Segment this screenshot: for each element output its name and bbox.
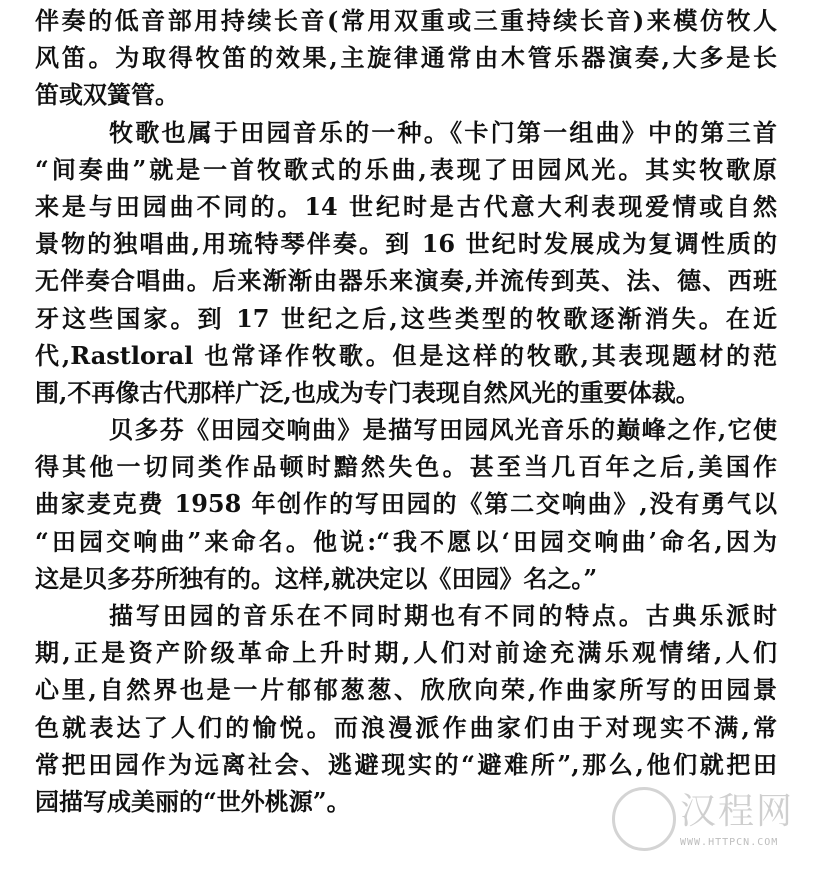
paragraph bbox=[35, 411, 777, 597]
watermark-url: WWW.HTTPCN.COM bbox=[680, 837, 779, 848]
watermark-name: 汉程网 bbox=[680, 791, 795, 832]
text-line: 牙这些国家。到 17 世纪之后,这些类型的牧歌逐渐消失。在近 bbox=[35, 303, 777, 333]
text-line: 景物的独唱曲,用琉特琴伴奏。到 16 世纪时发展成为复调性质的 bbox=[35, 229, 777, 259]
text-line: 心里,自然界也是一片郁郁葱葱、欣欣向荣,作曲家所写的田园景 bbox=[35, 675, 777, 705]
paragraph bbox=[35, 2, 777, 114]
watermark-logo-icon bbox=[612, 787, 676, 851]
text-line: 曲家麦克费 1958 年创作的写田园的《第二交响曲》,没有勇气以 bbox=[35, 489, 777, 519]
text-line: 围,不再像古代那样广泛,也成为专门表现自然风光的重要体裁。 bbox=[35, 377, 700, 407]
text-line: 园描写成美丽的“世外桃源”。 bbox=[35, 786, 351, 816]
document-page bbox=[35, 2, 777, 820]
text-line: 风笛。为取得牧笛的效果,主旋律通常由木管乐器演奏,大多是长 bbox=[35, 43, 777, 73]
text-line: 贝多芬《田园交响曲》是描写田园风光音乐的巅峰之作,它使 bbox=[109, 415, 777, 445]
text-line: 常把田园作为远离社会、逃避现实的“避难所”,那么,他们就把田 bbox=[35, 749, 777, 779]
text-line: 这是贝多芬所独有的。这样,就决定以《田园》名之。” bbox=[35, 563, 598, 593]
text-line: 描写田园的音乐在不同时期也有不同的特点。古典乐派时 bbox=[109, 601, 777, 630]
text-line: 牧歌也属于田园音乐的一种。《卡门第一组曲》中的第三首 bbox=[109, 117, 777, 147]
text-line: 笛或双簧管。 bbox=[35, 80, 179, 110]
paragraph bbox=[35, 114, 777, 412]
text-line: 期,正是资产阶级革命上升时期,人们对前途充满乐观情绪,人们 bbox=[35, 638, 777, 668]
text-line: 色就表达了人们的愉悦。而浪漫派作曲家们由于对现实不满,常 bbox=[35, 712, 777, 742]
text-line: “间奏曲”就是一首牧歌式的乐曲,表现了田园风光。其实牧歌原 bbox=[35, 154, 777, 184]
text-line: 来是与田园曲不同的。14 世纪时是古代意大利表现爱情或自然 bbox=[35, 191, 777, 221]
text-line: 无伴奏合唱曲。后来渐渐由器乐来演奏,并流传到英、法、德、西班 bbox=[35, 266, 777, 296]
text-line: “田园交响曲”来命名。他说:“我不愿以‘田园交响曲’命名,因为 bbox=[35, 526, 777, 556]
text-line: 得其他一切同类作品顿时黯然失色。甚至当几百年之后,美国作 bbox=[35, 452, 777, 482]
text-line: 伴奏的低音部用持续长音(常用双重或三重持续长音)来模仿牧人 bbox=[35, 6, 777, 35]
watermark bbox=[610, 783, 805, 863]
text-line: 代,Rastloral 也常译作牧歌。但是这样的牧歌,其表现题材的范 bbox=[35, 340, 777, 370]
